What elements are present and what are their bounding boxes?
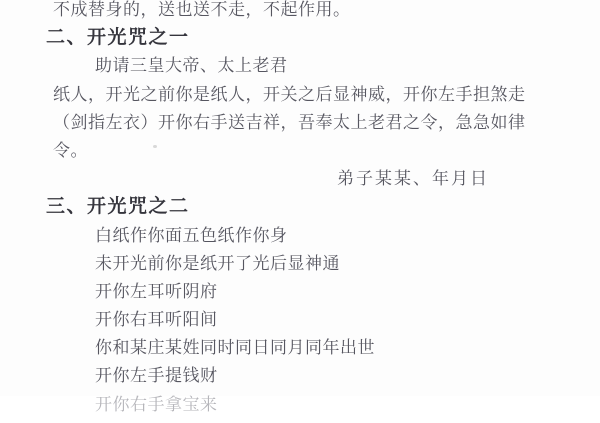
text-line: 纸人，开光之前你是纸人，开关之后显神威，开你左手担煞走	[53, 84, 526, 104]
section-heading: 二、开光咒之一	[46, 27, 190, 49]
scan-speck-artifact	[153, 145, 157, 148]
text-line: 开你右耳听阳间	[95, 310, 218, 330]
text-line: 未开光前你是纸开了光后显神通	[95, 253, 340, 273]
text-line: 开你左手提钱财	[95, 366, 218, 386]
cutoff-line: 开你右手拿宝来	[95, 394, 218, 414]
text-line: 开你左耳听阴府	[95, 281, 218, 301]
text-line: 白纸作你面五色纸作你身	[95, 225, 288, 245]
text-line: 你和某庄某姓同时同日同月同年出世	[95, 338, 375, 358]
section-heading: 三、开光咒之二	[46, 196, 190, 218]
text-line: 助请三皇大帝、太上老君	[95, 56, 288, 76]
text-line: 令。	[53, 140, 88, 160]
signature-line: 弟子某某、年月日	[337, 169, 489, 189]
text-line: （剑指左衣）开你右手送吉祥，吾奉太上老君之令，急急如律	[53, 112, 526, 132]
text-line: 不成替身的，送也送不走，不起作用。	[53, 0, 351, 19]
